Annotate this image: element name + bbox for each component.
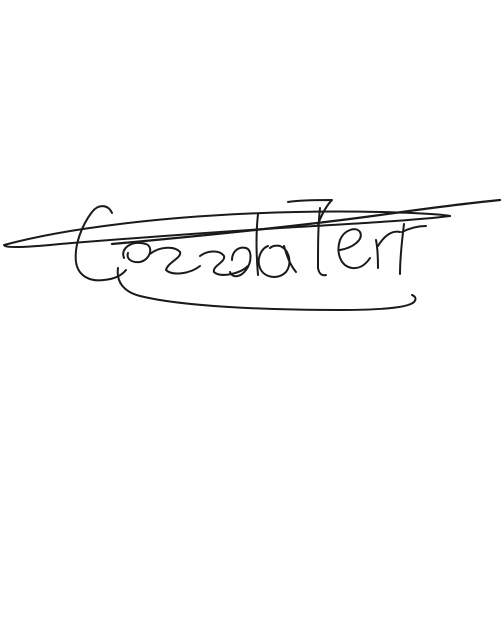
signature-stroke-diagonal (112, 200, 500, 244)
signature-stroke-a (259, 246, 296, 277)
signature-stroke-b (230, 214, 258, 276)
signature-stroke-r (376, 224, 426, 274)
signature-stroke-loops (123, 243, 248, 275)
signature-stroke-e (339, 229, 371, 268)
